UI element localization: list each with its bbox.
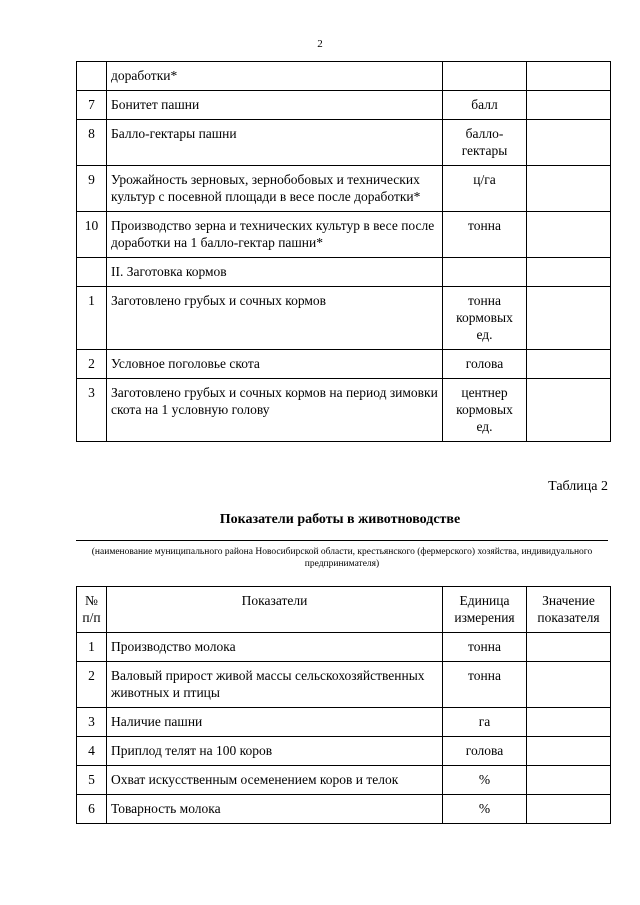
indicator-name: Приплод телят на 100 коров <box>107 737 443 766</box>
unit-cell: балл <box>443 91 527 120</box>
value-cell[interactable] <box>527 795 611 824</box>
indicator-name: Товарность молока <box>107 795 443 824</box>
table-row <box>77 379 611 442</box>
value-cell[interactable] <box>527 662 611 708</box>
indicator-name: Балло-гектары пашни <box>107 120 443 166</box>
value-cell[interactable] <box>527 350 611 379</box>
row-number: 4 <box>77 737 107 766</box>
row-number: 5 <box>77 766 107 795</box>
unit-cell: тонна <box>443 633 527 662</box>
indicator-name: доработки* <box>107 62 443 91</box>
indicator-name: Урожайность зерновых, зернобобовых и технических культур с посевной площади в весе после доработки* <box>107 166 443 212</box>
row-number: 9 <box>77 166 107 212</box>
table-row <box>77 120 611 166</box>
row-number: 6 <box>77 795 107 824</box>
unit-cell: га <box>443 708 527 737</box>
row-number: 8 <box>77 120 107 166</box>
indicator-name: Валовый прирост живой массы сельскохозяйственных животных и птицы <box>107 662 443 708</box>
value-cell[interactable] <box>527 212 611 258</box>
table-title: Показатели работы в животноводстве <box>219 512 461 527</box>
table-row <box>77 350 611 379</box>
header-unit: Единица измерения <box>443 587 527 633</box>
row-number: 1 <box>77 287 107 350</box>
unit-cell: голова <box>443 350 527 379</box>
table-row <box>77 91 611 120</box>
value-cell[interactable] <box>527 62 611 91</box>
unit-cell: тонна кормовых ед. <box>443 287 527 350</box>
value-cell[interactable] <box>527 258 611 287</box>
unit-cell: голова <box>443 737 527 766</box>
value-cell[interactable] <box>527 708 611 737</box>
unit-cell: % <box>443 766 527 795</box>
value-cell[interactable] <box>527 91 611 120</box>
indicator-name: Заготовлено грубых и сочных кормов на период зимовки скота на 1 условную голову <box>107 379 443 442</box>
table-row <box>77 258 611 287</box>
indicator-name: Наличие пашни <box>107 708 443 737</box>
row-number: 7 <box>77 91 107 120</box>
unit-cell: центнер кормовых ед. <box>443 379 527 442</box>
fill-in-note: (наименование муниципального района Новосибирской области, крестьянского (фермерского) хозяйства, индивидуального предпринимателя) <box>91 547 593 569</box>
header-number: № п/п <box>77 587 107 633</box>
fill-in-line <box>76 540 608 541</box>
row-number: 3 <box>77 379 107 442</box>
value-cell[interactable] <box>527 120 611 166</box>
table-row <box>77 633 611 662</box>
unit-cell <box>443 62 527 91</box>
unit-cell: тонна <box>443 212 527 258</box>
row-number: 10 <box>77 212 107 258</box>
indicator-name: Условное поголовье скота <box>107 350 443 379</box>
page-number: 2 <box>317 38 323 50</box>
value-cell[interactable] <box>527 633 611 662</box>
value-cell[interactable] <box>527 766 611 795</box>
value-cell[interactable] <box>527 737 611 766</box>
table-caption: Таблица 2 <box>548 479 608 494</box>
unit-cell: балло- гектары <box>443 120 527 166</box>
header-indicators: Показатели <box>107 587 443 633</box>
indicator-name: Бонитет пашни <box>107 91 443 120</box>
table-field-indicators <box>76 61 611 442</box>
table-row <box>77 62 611 91</box>
section-heading: II. Заготовка кормов <box>107 258 443 287</box>
value-cell[interactable] <box>527 287 611 350</box>
table-header-row <box>77 587 611 633</box>
indicator-name: Охват искусственным осеменением коров и телок <box>107 766 443 795</box>
table-row <box>77 795 611 824</box>
header-value: Значение показателя <box>527 587 611 633</box>
row-number: 2 <box>77 350 107 379</box>
row-number <box>77 258 107 287</box>
unit-cell: ц/га <box>443 166 527 212</box>
table-row <box>77 287 611 350</box>
row-number <box>77 62 107 91</box>
table-livestock-indicators <box>76 586 611 824</box>
value-cell[interactable] <box>527 166 611 212</box>
indicator-name: Производство молока <box>107 633 443 662</box>
row-number: 1 <box>77 633 107 662</box>
table-row <box>77 737 611 766</box>
unit-cell <box>443 258 527 287</box>
table-row <box>77 212 611 258</box>
indicator-name: Заготовлено грубых и сочных кормов <box>107 287 443 350</box>
table-row <box>77 166 611 212</box>
table-row <box>77 766 611 795</box>
row-number: 2 <box>77 662 107 708</box>
table-row <box>77 708 611 737</box>
unit-cell: % <box>443 795 527 824</box>
value-cell[interactable] <box>527 379 611 442</box>
indicator-name: Производство зерна и технических культур в весе после доработки на 1 балло-гектар пашни* <box>107 212 443 258</box>
row-number: 3 <box>77 708 107 737</box>
table-row <box>77 662 611 708</box>
unit-cell: тонна <box>443 662 527 708</box>
